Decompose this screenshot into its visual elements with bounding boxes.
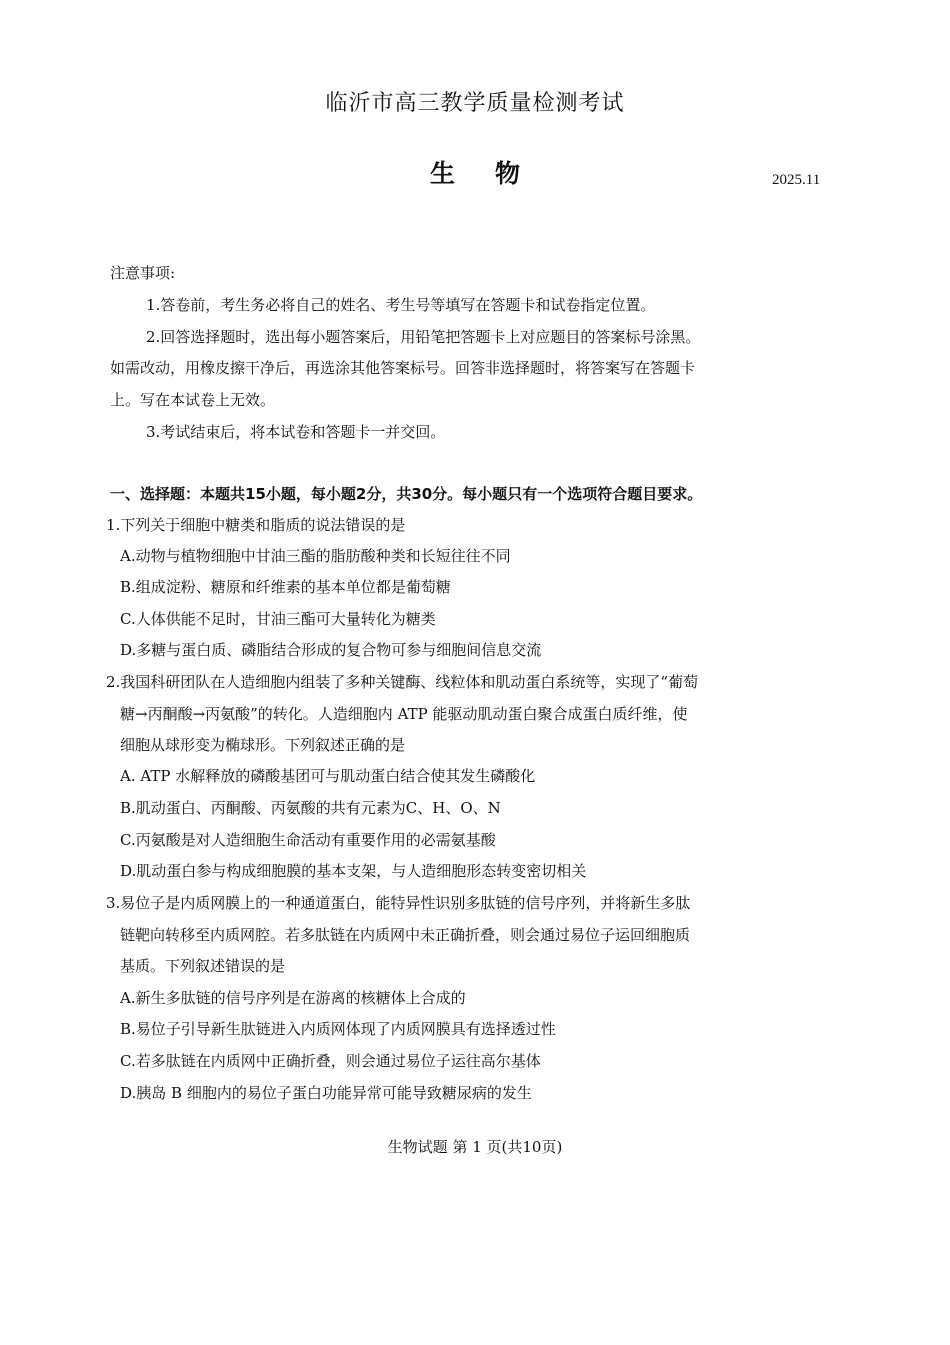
option-2c: C.丙氨酸是对人造细胞生命活动有重要作用的必需氨基酸: [120, 831, 496, 849]
notice-line: 3.考试结束后，将本试卷和答题卡一并交回。: [146, 423, 446, 441]
question-stem-2-cont: 细胞从球形变为椭球形。下列叙述正确的是: [120, 736, 406, 754]
question-stem-3-cont: 基质。下列叙述错误的是: [120, 957, 286, 975]
option-1d: D.多糖与蛋白质、磷脂结合形成的复合物可参与细胞间信息交流: [120, 641, 542, 659]
notice-line: 2.回答选择题时，选出每小题答案后，用铅笔把答题卡上对应题目的答案标号涂黑。: [146, 328, 701, 346]
notice-line: 上。写在本试卷上无效。: [110, 391, 276, 409]
section-heading: 一、选择题：本题共15小题，每小题2分，共30分。每小题只有一个选项符合题目要求。: [110, 485, 703, 503]
option-1a: A.动物与植物细胞中甘油三酯的脂肪酸种类和长短往往不同: [120, 547, 511, 565]
option-2a: A. ATP 水解释放的磷酸基团可与肌动蛋白结合使其发生磷酸化: [120, 767, 536, 785]
page-footer: 生物试题 第 1 页(共10页): [387, 1138, 563, 1156]
notice-line: 如需改动，用橡皮擦干净后，再选涂其他答案标号。回答非选择题时，将答案写在答题卡: [110, 359, 696, 377]
option-1c: C.人体供能不足时，甘油三酯可大量转化为糖类: [120, 610, 436, 628]
question-stem-3: 3.易位子是内质网膜上的一种通道蛋白，能特异性识别多肽链的信号序列，并将新生多肽: [106, 894, 691, 912]
question-stem-2-cont: 糖→丙酮酸→丙氨酸”的转化。人造细胞内 ATP 能驱动肌动蛋白聚合成蛋白质纤维，使: [120, 705, 688, 723]
option-2d: D.肌动蛋白参与构成细胞膜的基本支架，与人造细胞形态转变密切相关: [120, 862, 587, 880]
option-3c: C.若多肽链在内质网中正确折叠，则会通过易位子运往高尔基体: [120, 1052, 541, 1070]
option-2b: B.肌动蛋白、丙酮酸、丙氨酸的共有元素为C、H、O、N: [120, 799, 501, 817]
subject-title: 生物: [429, 159, 560, 188]
exam-title: 临沂市高三教学质量检测考试: [325, 91, 625, 116]
question-stem-2: 2.我国科研团队在人造细胞内组装了多种关键酶、线粒体和肌动蛋白系统等，实现了“葡萄: [106, 673, 698, 691]
option-3d: D.胰岛 B 细胞内的易位子蛋白功能异常可能导致糖尿病的发生: [120, 1084, 532, 1102]
question-stem-1: 1.下列关于细胞中糖类和脂质的说法错误的是: [106, 516, 406, 534]
option-3b: B.易位子引导新生肽链进入内质网体现了内质网膜具有选择透过性: [120, 1020, 556, 1038]
question-stem-3-cont: 链靶向转移至内质网腔。若多肽链在内质网中未正确折叠，则会通过易位子运回细胞质: [120, 926, 691, 944]
option-1b: B.组成淀粉、糖原和纤维素的基本单位都是葡萄糖: [120, 578, 451, 596]
notice-line: 1.答卷前，考生务必将自己的姓名、考生号等填写在答题卡和试卷指定位置。: [146, 296, 656, 314]
notice-heading: 注意事项:: [110, 264, 176, 282]
exam-date: 2025.11: [772, 172, 821, 188]
option-3a: A.新生多肽链的信号序列是在游离的核糖体上合成的: [120, 989, 466, 1007]
